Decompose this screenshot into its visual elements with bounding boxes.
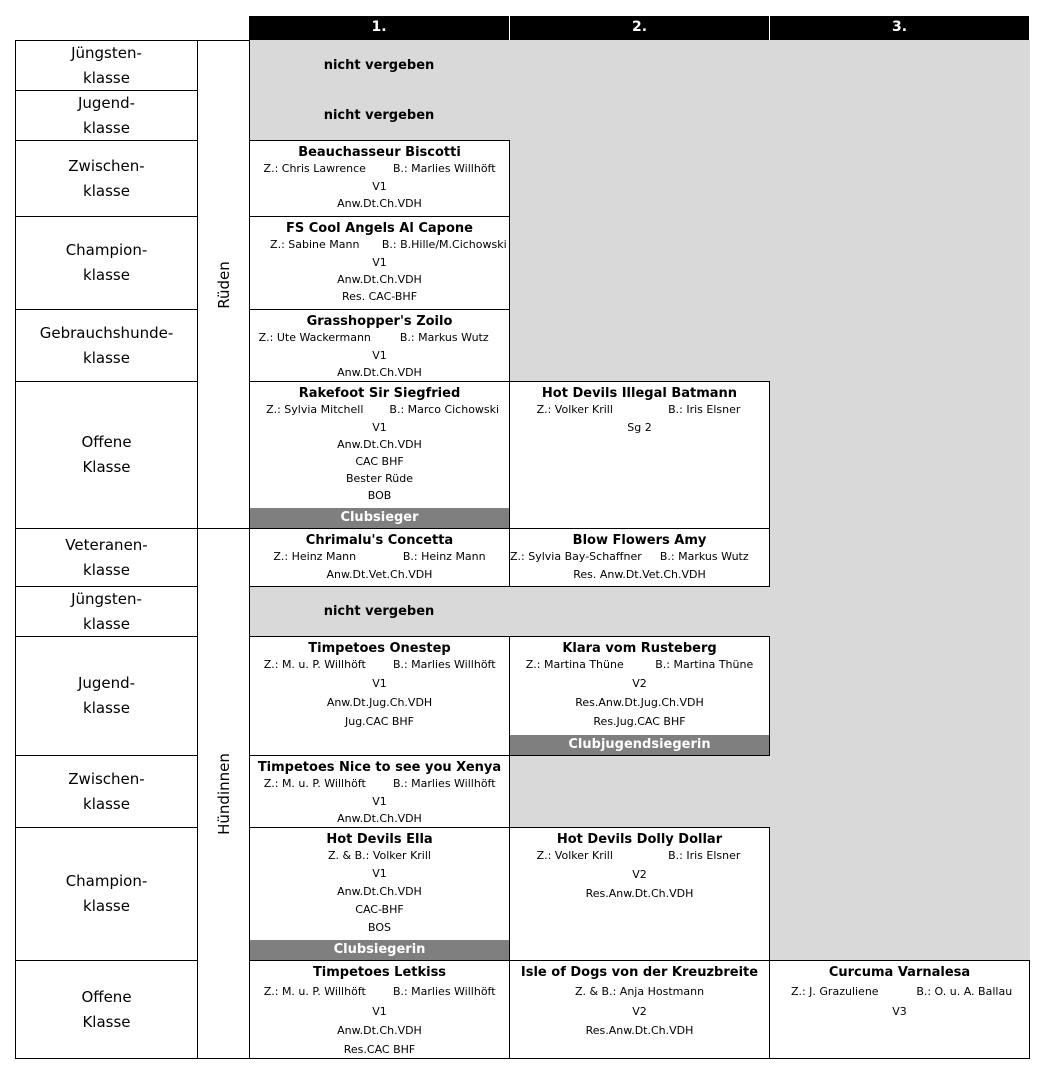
not-awarded-text: nicht vergeben (323, 58, 435, 73)
award: Anw.Dt.Ch.VDH (337, 197, 422, 210)
not-awarded-text: nicht vergeben (323, 108, 435, 123)
entry-cell (249, 309, 510, 382)
entry-cell (509, 381, 770, 529)
breeder: Z.: M. u. P. Willhöft (263, 658, 366, 671)
award: Anw.Dt.Ch.VDH (337, 273, 422, 286)
entry-cell (249, 216, 510, 310)
dog-name: Hot Devils Dolly Dollar (556, 832, 723, 847)
award: Res.CAC BHF (343, 1043, 416, 1056)
entry-cell (769, 960, 1030, 1059)
dog-name: Hot Devils Ella (326, 832, 433, 847)
breeder: Z.: Heinz Mann (273, 550, 357, 563)
breeder: Z.: Chris Lawrence (263, 162, 366, 175)
dog-name: Timpetoes Letkiss (312, 965, 447, 980)
column-header-3: 3. (770, 16, 1029, 40)
award: V2 (632, 677, 647, 690)
dog-name: Rakefoot Sir Siegfried (298, 386, 461, 401)
dog-name: Hot Devils Illegal Batmann (541, 386, 738, 401)
award: Anw.Dt.Ch.VDH (337, 438, 422, 451)
class-label: Champion- klasse (15, 216, 198, 310)
award: V1 (372, 795, 387, 808)
award: Anw.Dt.Ch.VDH (337, 812, 422, 825)
class-label: Gebrauchshunde- klasse (15, 309, 198, 382)
class-label: Zwischen- klasse (15, 140, 198, 217)
award: BOS (368, 921, 391, 934)
award: V1 (372, 867, 387, 880)
award: Anw.Dt.Ch.VDH (337, 1024, 422, 1037)
award: Bester Rüde (345, 472, 413, 485)
breeder: Z.: J. Grazuliene (790, 985, 879, 998)
class-label: Jugend- klasse (15, 636, 198, 756)
owner: B.: Marlies Willhöft (392, 162, 496, 175)
entry-cell (249, 755, 510, 828)
award: CAC BHF (355, 455, 404, 468)
award: CAC-BHF (355, 903, 404, 916)
class-label: Champion- klasse (15, 827, 198, 961)
dog-name: Klara vom Rusteberg (562, 641, 717, 656)
breeder: Z.: Volker Krill (536, 403, 613, 416)
not-awarded-text: nicht vergeben (323, 604, 435, 619)
dog-name: Chrimalu's Concetta (305, 533, 454, 548)
entry-cell (249, 636, 510, 756)
dog-name: Curcuma Varnalesa (828, 965, 971, 980)
award: Res.Anw.Dt.Jug.Ch.VDH (575, 696, 704, 709)
entry-cell (249, 960, 510, 1059)
owner: B.: Marlies Willhöft (392, 985, 496, 998)
breeder: Z.: Sabine Mann (270, 238, 360, 251)
award: V1 (372, 1005, 387, 1018)
owner: B.: Markus Wutz (399, 331, 489, 344)
award: Res.Anw.Dt.Ch.VDH (585, 1024, 694, 1037)
club-title-banner: Clubjugendsiegerin (510, 735, 769, 755)
breeder: Z.: Sylvia Mitchell (266, 403, 364, 416)
entry-cell (249, 528, 510, 587)
award: V1 (372, 421, 387, 434)
award: V2 (632, 1005, 647, 1018)
owner: B.: Iris Elsner (668, 849, 741, 862)
sex-label-huendinnen: Hündinnen (197, 528, 250, 1059)
dog-name: Grasshopper's Zoilo (306, 314, 453, 329)
entry-cell (249, 827, 510, 961)
breeder-owner: Z. & B.: Anja Hostmann (574, 985, 705, 998)
breeder-owner: Z. & B.: Volker Krill (328, 849, 431, 862)
dog-name: Timpetoes Onestep (308, 641, 451, 656)
club-title-banner: Clubsieger (250, 508, 509, 528)
owner: B.: B.Hille/M.Cichowski (381, 238, 507, 251)
breeder: Z.: M. u. P. Willhöft (263, 777, 366, 790)
owner: B.: Marlies Willhöft (392, 658, 496, 671)
entry-cell (509, 960, 770, 1059)
owner: B.: Marlies Willhöft (392, 777, 496, 790)
class-label: Zwischen- klasse (15, 755, 198, 828)
award: Anw.Dt.Vet.Ch.VDH (326, 568, 433, 581)
class-label: Jüngsten- klasse (15, 40, 198, 91)
breeder: Z.: Sylvia Bay-Schaffner (510, 550, 642, 563)
dog-name: Blow Flowers Amy (572, 533, 707, 548)
breeder: Z.: Ute Wackermann (258, 331, 371, 344)
award: Anw.Dt.Ch.VDH (337, 366, 422, 379)
breeder: Z.: M. u. P. Willhöft (263, 985, 366, 998)
club-title-banner: Clubsiegerin (250, 940, 509, 960)
owner: B.: Martina Thüne (655, 658, 754, 671)
entry-cell (249, 381, 510, 529)
dog-name: FS Cool Angels Al Capone (286, 221, 473, 236)
award: V1 (372, 180, 387, 193)
column-header-2: 2. (510, 16, 769, 40)
award: Sg 2 (627, 421, 652, 434)
owner: B.: Iris Elsner (668, 403, 741, 416)
breeder: Z.: Martina Thüne (525, 658, 624, 671)
class-label: Offene Klasse (15, 381, 198, 529)
award: V1 (372, 256, 387, 269)
award: V2 (632, 868, 647, 881)
dog-name: Isle of Dogs von der Kreuzbreite (520, 965, 759, 980)
award: BOB (367, 489, 392, 502)
award: Res.Anw.Dt.Ch.VDH (585, 887, 694, 900)
owner: B.: O. u. A. Ballau (916, 985, 1013, 998)
award: Anw.Dt.Ch.VDH (337, 885, 422, 898)
dog-name: Beauchasseur Biscotti (298, 145, 461, 160)
dog-name: Timpetoes Nice to see you Xenya (257, 760, 502, 775)
entry-cell (509, 636, 770, 756)
award: Res. CAC-BHF (341, 290, 418, 303)
breeder: Z.: Volker Krill (536, 849, 613, 862)
award: Anw.Dt.Jug.Ch.VDH (326, 696, 433, 709)
owner: B.: Markus Wutz (659, 550, 749, 563)
class-label: Veteranen- klasse (15, 528, 198, 587)
sex-label-rueden: Rüden (197, 40, 250, 529)
entry-cell (249, 140, 510, 217)
owner: B.: Marco Cichowski (389, 403, 500, 416)
owner: B.: Heinz Mann (402, 550, 486, 563)
class-label: Jüngsten- klasse (15, 586, 198, 637)
award: V3 (892, 1005, 907, 1018)
award: Res. Anw.Dt.Vet.Ch.VDH (573, 568, 706, 581)
award: V1 (372, 349, 387, 362)
entry-cell (509, 528, 770, 587)
award: Res.Jug.CAC BHF (593, 715, 686, 728)
award: V1 (372, 677, 387, 690)
column-header-1: 1. (249, 16, 509, 40)
class-label: Jugend- klasse (15, 90, 198, 141)
award: Jug.CAC BHF (344, 715, 415, 728)
entry-cell (509, 827, 770, 961)
class-label: Offene Klasse (15, 960, 198, 1059)
